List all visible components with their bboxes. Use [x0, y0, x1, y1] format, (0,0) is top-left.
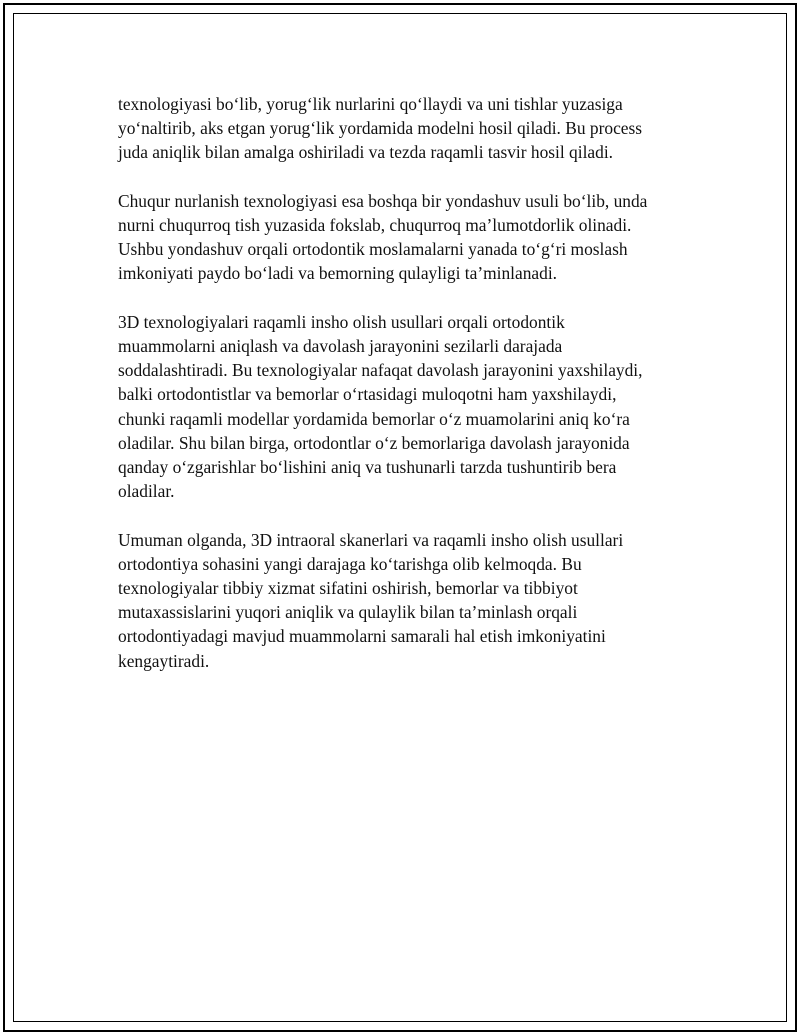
paragraph-4: Umuman olganda, 3D intraoral skanerlari va raqamli insho olish usullari ortodontiya sohasini yangi darajaga ko‘tarishga olib kelmoqda. Bu texnologiyalar tibbiy xizmat sifatini oshirish, bemorlar va tibbiyot mutaxassislarini yuqori aniqlik va qulaylik bilan ta’minlash orqali ortodontiyadagi mavjud muammolarni samarali hal etish imkoniyatini kengaytiradi.: [118, 529, 624, 671]
paragraph-3: 3D texnologiyalari raqamli insho olish usullari orqali ortodontik muammolarni aniqlash va davolash jarayonini sezilarli darajada soddalashtiradi. Bu texnologiyalar nafaqat davolash jarayonini yaxshilaydi, balki ortodontistlar va bemorlar o‘rtasidagi muloqotni ham yaxshilaydi, chunki raqamli modellar yordamida bemorlar o‘z muamolarini aniq ko‘ra oladilar. Shu bilan birga, ortodontlar o‘z bemorlariga davolash jarayonida qanday o‘zgarishlar bo‘lishini aniq va tushunarli tarzda tushuntirib bera oladilar.: [118, 311, 643, 502]
document-body: [118, 92, 690, 697]
paragraph-2: Chuqur nurlanish texnologiyasi esa boshqa bir yondashuv usuli bo‘lib, unda nurni chuqurroq tish yuzasida fokslab, chuqurroq ma’lumotdorlik olinadi. Ushbu yondashuv orqali ortodontik moslamalarni yanada to‘g‘ri moslash imkoniyati paydo bo‘ladi va bemorning qulayligi ta’minlanadi.: [118, 190, 648, 284]
paragraph-1: texnologiyasi bo‘lib, yorug‘lik nurlarini qo‘llaydi va uni tishlar yuzasiga yo‘naltirib, aks etgan yorug‘lik yordamida modelni hosil qiladi. Bu process juda aniqlik bilan amalga oshiriladi va tezda raqamli tasvir hosil qiladi.: [118, 94, 643, 163]
